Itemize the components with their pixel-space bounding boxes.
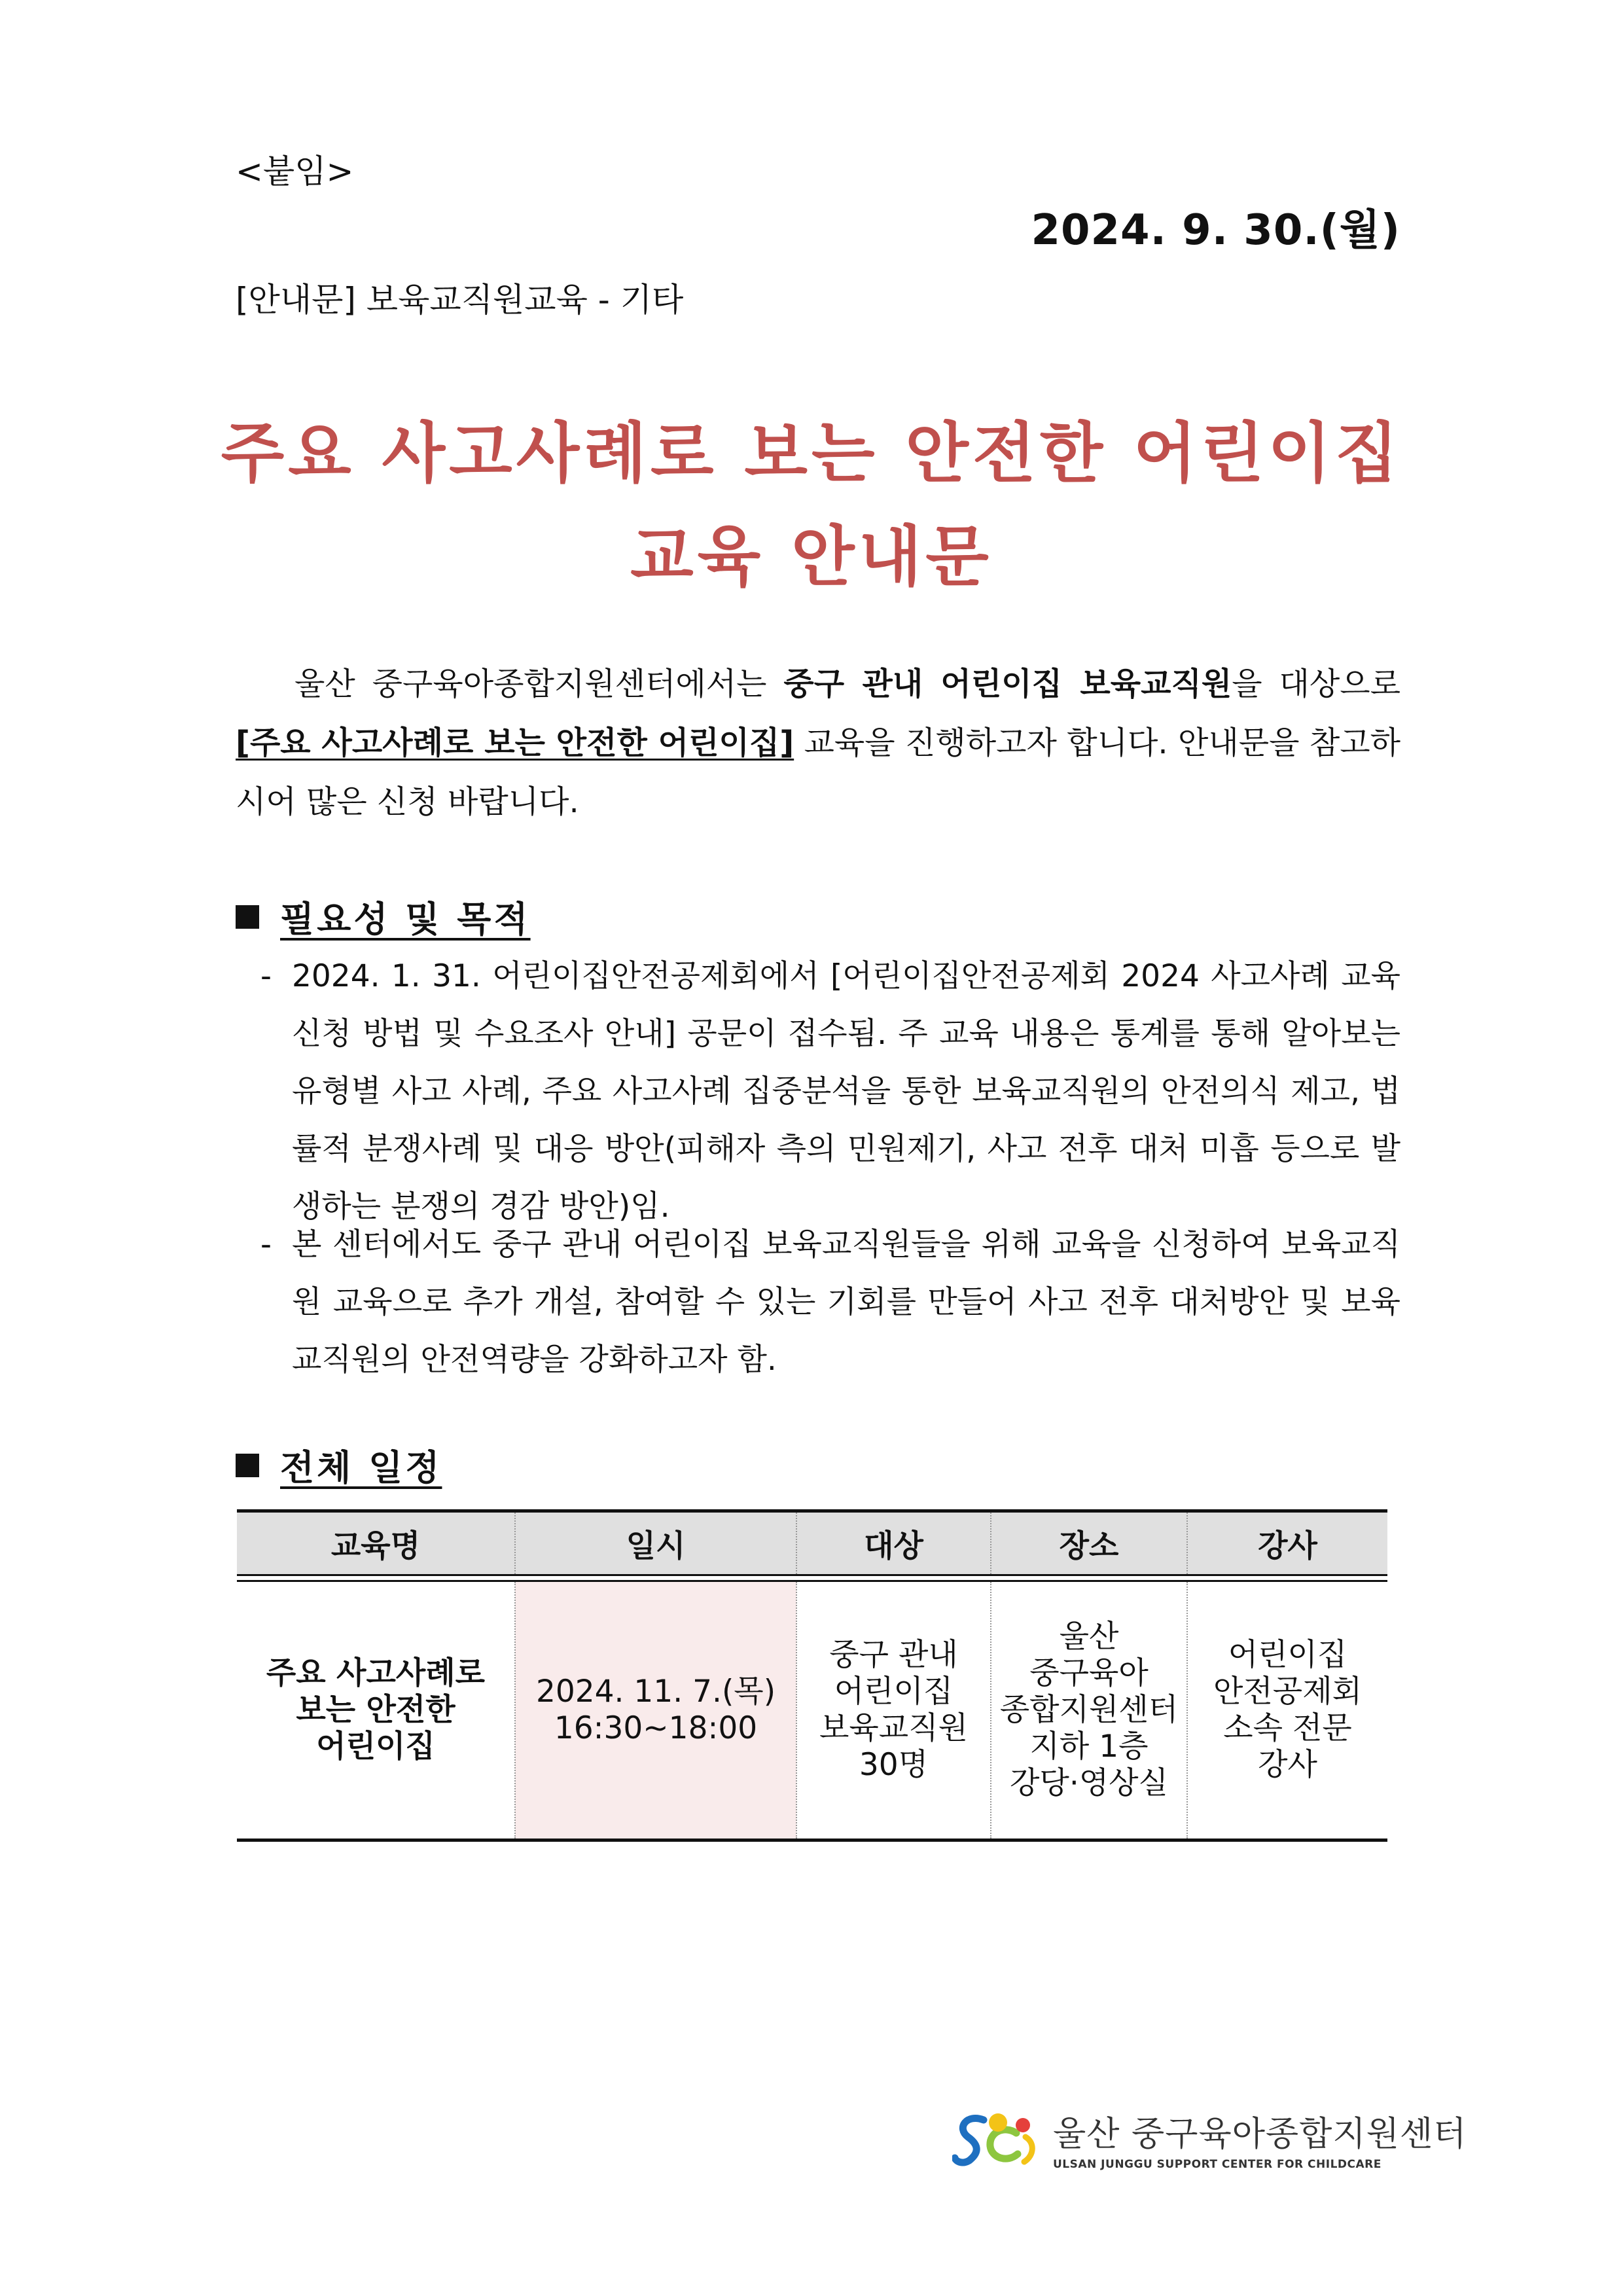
cell-datetime [515,1581,796,1840]
cell-target [796,1581,991,1840]
intro-paragraph [236,655,1400,831]
square-bullet-icon [236,905,259,929]
cell-line: 주요 사고사례로 [266,1655,486,1691]
cell-line: 안전공제회 [1213,1674,1362,1710]
cell-line: 소속 전문 [1223,1710,1352,1746]
cell-line: 30명 [859,1747,929,1783]
cell-line: 16:30~18:00 [554,1710,758,1746]
intro-text-part-2: 을 대상으로 [1232,666,1401,702]
intro-text-part-1: 울산 중구육아종합지원센터에서는 [294,666,784,702]
intro-text-part-3: 교육을 진행하고자 합니다. 안내문을 참고하시어 많은 신청 바랍니다. [236,725,1400,820]
column-header-place: 장소 [991,1511,1187,1575]
cell-line: 중구 관내 [829,1637,958,1673]
document-title-line-1: 주요 사고사례로 보는 안전한 어린이집 [221,415,1402,492]
logo-subtitle: ULSAN JUNGGU SUPPORT CENTER FOR CHILDCARE [1053,2157,1382,2171]
column-header-target: 대상 [796,1511,991,1575]
intro-program-name: [주요 사고사례로 보는 안전한 어린이집] [236,725,794,761]
table-header-separator [237,1575,1387,1581]
cell-line: 어린이집 [316,1729,435,1765]
cell-line: 강사 [1258,1747,1317,1783]
document-date: 2024. 9. 30.(월) [1031,206,1400,255]
table-row [237,1581,1387,1840]
attachment-label: <붙임> [236,152,354,190]
cell-line: 보육교직원 [819,1710,968,1746]
cell-line: 종합지원센터 [999,1692,1179,1728]
square-bullet-icon [236,1454,259,1477]
logo-name: 울산 중구육아종합지원센터 [1053,2114,1467,2154]
cell-line: 지하 1층 [1029,1729,1149,1765]
cell-program [237,1581,515,1840]
table-header-row [237,1511,1387,1575]
section-heading-purpose-label: 필요성 및 목적 [280,899,531,940]
column-header-instructor: 강사 [1187,1511,1387,1575]
dash-bullet-marker: - [260,958,272,994]
document-title-line-2: 교육 안내문 [630,518,993,595]
schedule-table [237,1509,1387,1842]
cell-line: 어린이집 [1228,1637,1347,1673]
column-header-program: 교육명 [237,1511,515,1575]
dash-bullet-marker: - [260,1227,272,1263]
purpose-bullet-1-text: 2024. 1. 31. 어린이집안전공제회에서 [어린이집안전공제회 2024 사고사례 교육 신청 방법 및 수요조사 안내] 공문이 접수됨. 주 교육 내용은 통계를 통해 알아보는 유형별 사고 사례, 주요 사고사례 집중분석을 통한 보육교직원의 안전의식 제고, 법률적 분쟁사례 및 대응 방안(피해자 측의 민원제기, 사고 전후 대처 미흡 등으로 발생하는 분쟁의 경감 방안)임. [292,958,1400,1225]
notice-category: [안내문] 보육교직원교육 - 기타 [236,281,684,319]
cell-line: 울산 [1059,1619,1119,1655]
cell-instructor [1187,1581,1387,1840]
section-heading-purpose [236,891,531,942]
purpose-bullet-2 [260,1216,1400,1389]
cell-line: 중구육아 [1029,1655,1149,1691]
intro-target-audience: 중구 관내 어린이집 보육교직원 [783,666,1232,702]
center-logo-icon [952,2106,1044,2171]
section-heading-schedule [236,1440,442,1490]
cell-place [991,1581,1187,1840]
purpose-bullet-2-text: 본 센터에서도 중구 관내 어린이집 보육교직원들을 위해 교육을 신청하여 보육교직원 교육으로 추가 개설, 참여할 수 있는 기회를 만들어 사고 전후 대처방안 및 보육교직원의 안전역량을 강화하고자 함. [292,1227,1401,1378]
cell-line: 강당·영상실 [1010,1765,1168,1801]
cell-line: 어린이집 [834,1674,954,1710]
section-heading-schedule-label: 전체 일정 [280,1447,442,1488]
cell-line: 보는 안전한 [296,1692,455,1728]
purpose-bullet-1 [260,948,1400,1236]
column-header-datetime: 일시 [515,1511,796,1575]
cell-line: 2024. 11. 7.(목) [535,1674,776,1710]
center-logo [952,2102,1467,2174]
